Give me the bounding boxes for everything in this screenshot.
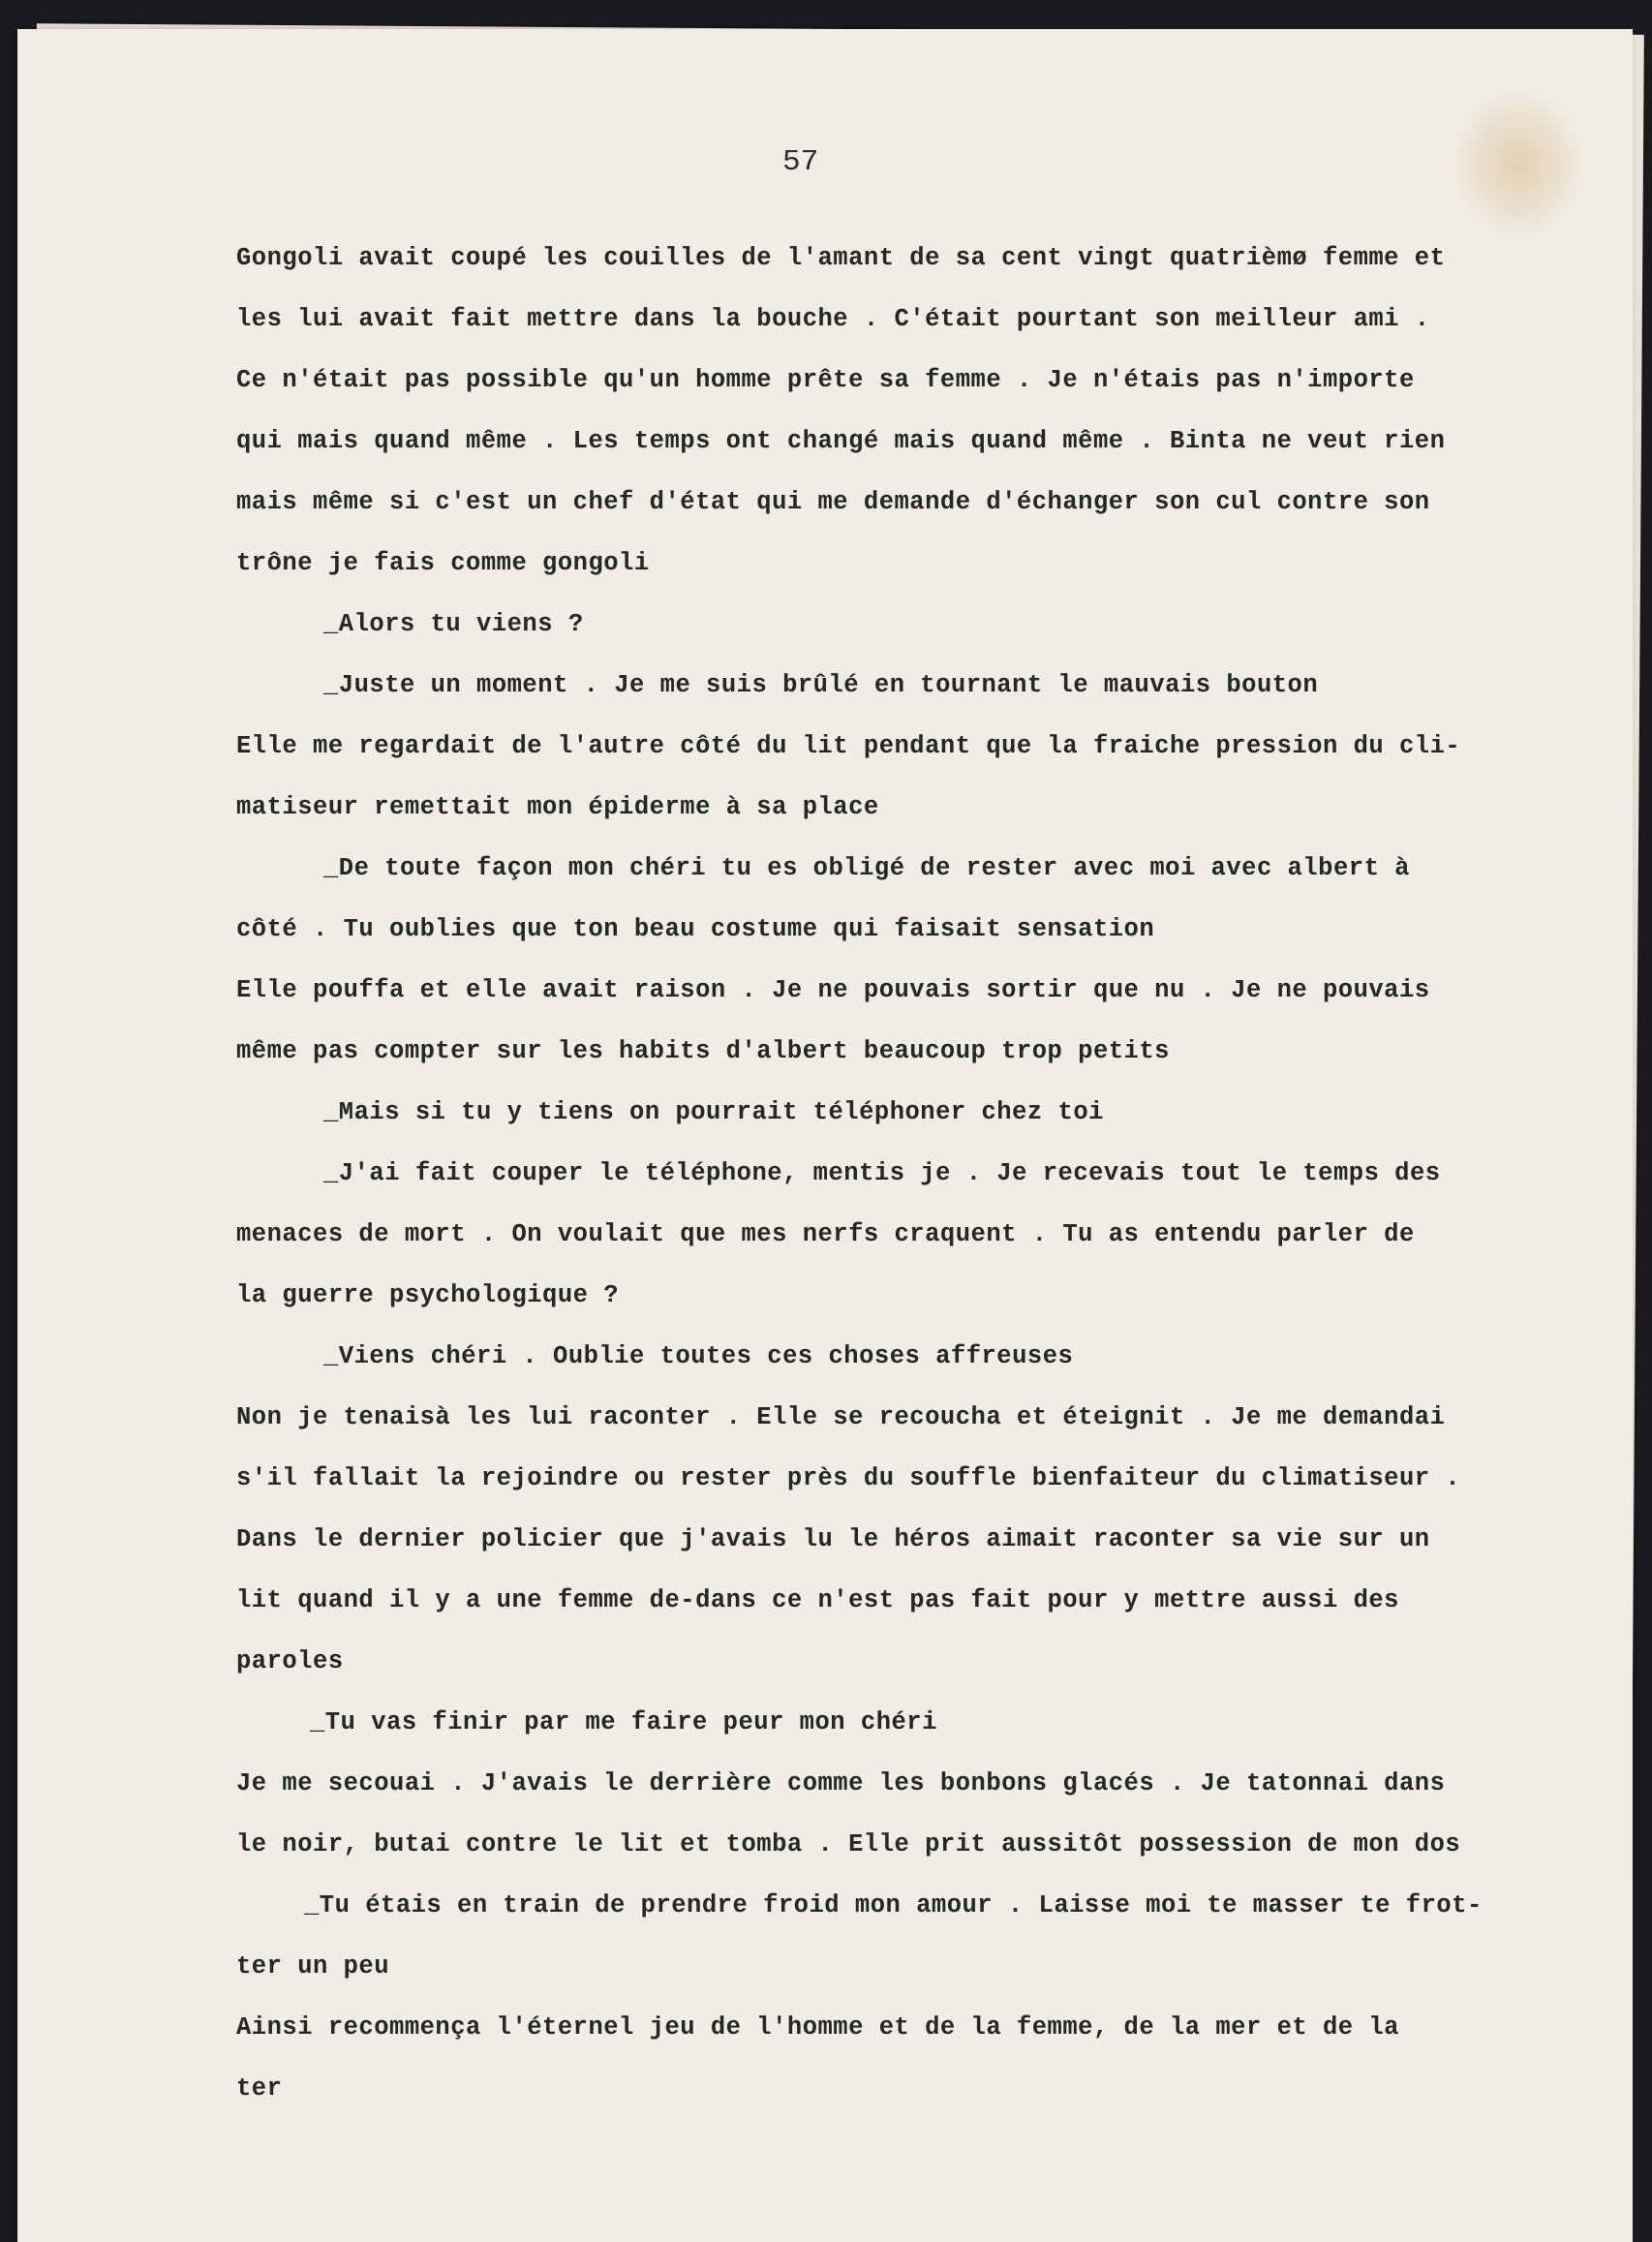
text-line: Elle me regardait de l'autre côté du lit pendant que la fraiche pression du cli- (236, 732, 1461, 760)
text-line: _Mais si tu y tiens on pourrait téléphoner chez toi (323, 1098, 1104, 1126)
text-line: Ainsi recommença l'éternel jeu de l'homme et de la femme, de la mer et de la (236, 2013, 1399, 2042)
text-line: côté . Tu oublies que ton beau costume qui faisait sensation (236, 915, 1155, 943)
text-line: mais même si c'est un chef d'état qui me demande d'échanger son cul contre son (236, 488, 1430, 516)
text-line: qui mais quand même . Les temps ont changé mais quand même . Binta ne veut rien (236, 427, 1446, 455)
text-line: Gongoli avait coupé les couilles de l'amant de sa cent vingt quatrièmø femme et (236, 244, 1446, 272)
paper-stain (1451, 87, 1586, 242)
text-line: Dans le dernier policier que j'avais lu le héros aimait raconter sa vie sur un (236, 1525, 1430, 1553)
text-line: s'il fallait la rejoindre ou rester près du souffle bienfaiteur du climatiseur . (236, 1464, 1461, 1492)
text-line: Je me secouai . J'avais le derrière comme les bonbons glacés . Je tatonnai dans (236, 1769, 1446, 1797)
typewritten-page (17, 29, 1633, 2242)
text-line: _J'ai fait couper le téléphone, mentis je . Je recevais tout le temps des (323, 1159, 1441, 1187)
text-line: Elle pouffa et elle avait raison . Je ne pouvais sortir que nu . Je ne pouvais (236, 976, 1430, 1004)
text-line: _Juste un moment . Je me suis brûlé en tournant le mauvais bouton (323, 671, 1319, 699)
text-line: Ce n'était pas possible qu'un homme prête sa femme . Je n'étais pas n'importe (236, 366, 1415, 394)
text-line: trône je fais comme gongoli (236, 549, 650, 577)
text-line: matiseur remettait mon épiderme à sa place (236, 793, 879, 821)
text-line: même pas compter sur les habits d'albert beaucoup trop petits (236, 1037, 1170, 1065)
text-line: _Viens chéri . Oublie toutes ces choses affreuses (323, 1342, 1074, 1370)
text-line: lit quand il y a une femme de-dans ce n'est pas fait pour y mettre aussi des (236, 1586, 1399, 1614)
text-line: paroles (236, 1647, 344, 1675)
text-line: _Tu étais en train de prendre froid mon amour . Laisse moi te masser te frot- (304, 1891, 1483, 1920)
text-line: Non je tenaisà les lui raconter . Elle se recoucha et éteignit . Je me demandai (236, 1403, 1446, 1431)
text-line: menaces de mort . On voulait que mes nerfs craquent . Tu as entendu parler de (236, 1220, 1415, 1248)
page-number: 57 (782, 145, 819, 179)
text-line: _Tu vas finir par me faire peur mon chéri (310, 1708, 937, 1736)
text-line: les lui avait fait mettre dans la bouche . C'était pourtant son meilleur ami . (236, 305, 1430, 333)
text-line: ter (236, 2074, 283, 2103)
text-line: le noir, butai contre le lit et tomba . Elle prit aussitôt possession de mon dos (236, 1830, 1461, 1858)
text-line: ter un peu (236, 1952, 390, 1981)
text-line: _Alors tu viens ? (323, 610, 584, 638)
text-line: _De toute façon mon chéri tu es obligé de rester avec moi avec albert à (323, 854, 1410, 882)
text-line: la guerre psychologique ? (236, 1281, 620, 1309)
